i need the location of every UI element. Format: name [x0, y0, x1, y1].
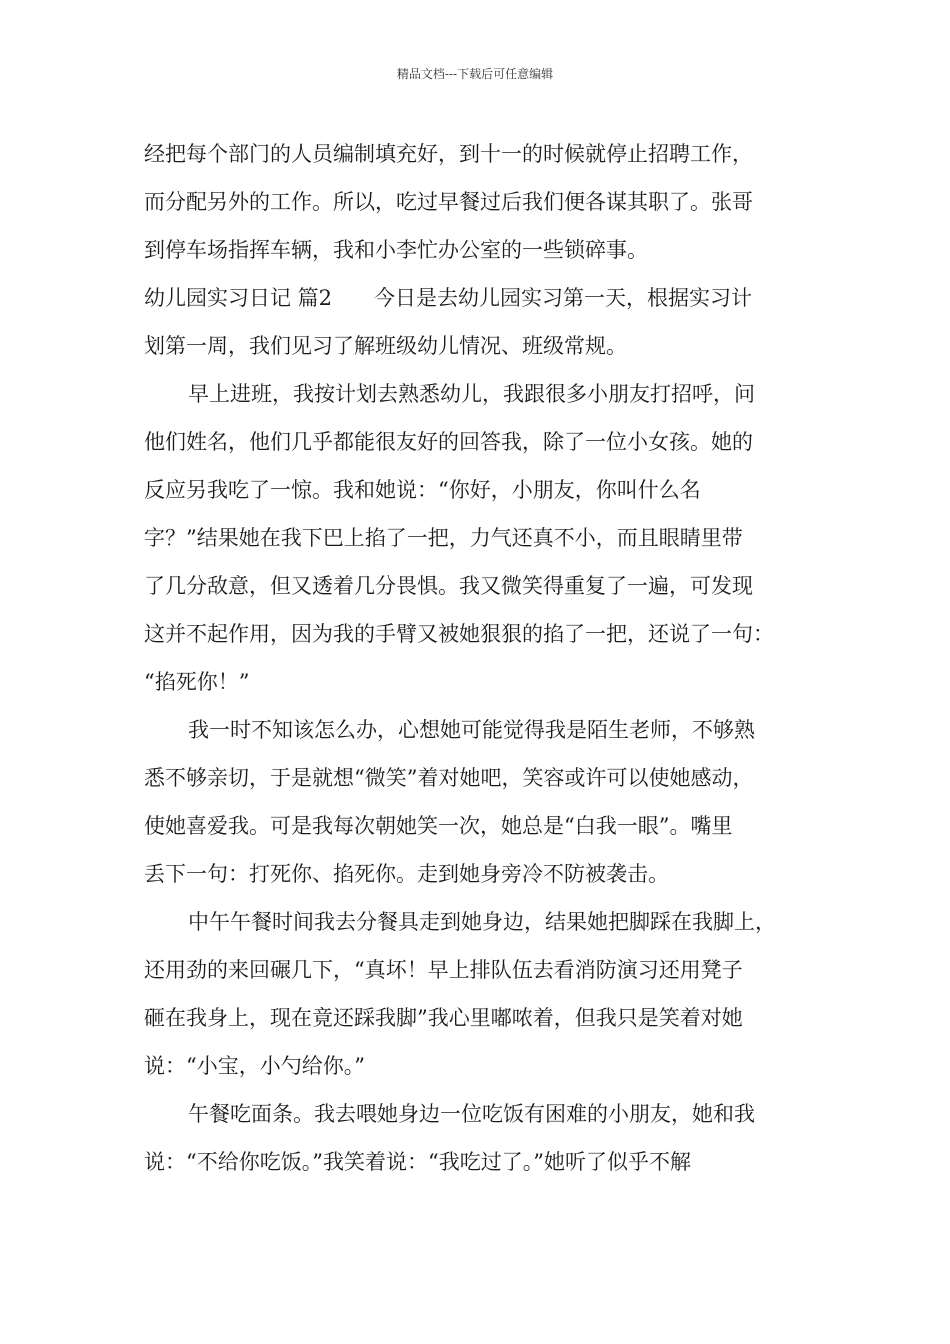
text-line: “掐死你！” — [144, 670, 250, 694]
text-line: 丢下一句：打死你、掐死你。走到她身旁冷不防被袭击。 — [144, 862, 669, 886]
text-line: 划第一周，我们见习了解班级幼儿情况、班级常规。 — [144, 334, 627, 358]
text-line: 说：“小宝，小勺给你。” — [144, 1054, 365, 1078]
text-line: 砸在我身上，现在竟还踩我脚”我心里嘟哝着，但我只是笑着对她 — [144, 1006, 743, 1030]
paragraph-start-line: 早上进班，我按计划去熟悉幼儿，我跟很多小朋友打招呼，问 — [188, 382, 755, 406]
text-line: 悉不够亲切，于是就想“微笑”着对她吧，笑容或许可以使她感动， — [144, 766, 754, 790]
paragraph-start-line: 我一时不知该怎么办，心想她可能觉得我是陌生老师，不够熟 — [188, 718, 755, 742]
text-line: 他们姓名，他们几乎都能很友好的回答我，除了一位小女孩。她的 — [144, 430, 753, 454]
text-line: 了几分敌意，但又透着几分畏惧。我又微笑得重复了一遍，可发现 — [144, 574, 753, 598]
text-line-content: 今日是去幼儿园实习第一天，根据实习计 — [374, 286, 753, 310]
paragraph-start-line: 中午午餐时间我去分餐具走到她身边，结果她把脚踩在我脚上， — [188, 910, 776, 934]
text-line: 经把每个部门的人员编制填充好，到十一的时候就停止招聘工作， — [144, 142, 753, 166]
page-header: 精品文档---下载后可任意编辑 — [396, 67, 554, 81]
text-line: 反应另我吃了一惊。我和她说：“你好，小朋友，你叫什么名 — [144, 478, 701, 502]
text-line: 到停车场指挥车辆，我和小李忙办公室的一些锁碎事。 — [144, 238, 648, 262]
text-line: 还用劲的来回碾几下，“真坏！早上排队伍去看消防演习还用凳子 — [144, 958, 743, 982]
text-line: 这并不起作用，因为我的手臂又被她狠狠的掐了一把，还说了一句： — [144, 622, 774, 646]
paragraph-start-line: 午餐吃面条。我去喂她身边一位吃饭有困难的小朋友，她和我 — [188, 1102, 755, 1126]
text-line: 说：“不给你吃饭。”我笑着说：“我吃过了。”她听了似乎不解 — [144, 1150, 691, 1174]
text-line: 而分配另外的工作。所以，吃过早餐过后我们便各谋其职了。张哥 — [144, 190, 753, 214]
section-title: 幼儿园实习日记 篇2 — [144, 286, 333, 310]
section-title-line — [144, 274, 809, 322]
text-line: 字？”结果她在我下巴上掐了一把，力气还真不小，而且眼睛里带 — [144, 526, 743, 550]
text-line: 使她喜爱我。可是我每次朝她笑一次，她总是“白我一眼”。嘴里 — [144, 814, 733, 838]
document-body — [144, 130, 809, 1186]
